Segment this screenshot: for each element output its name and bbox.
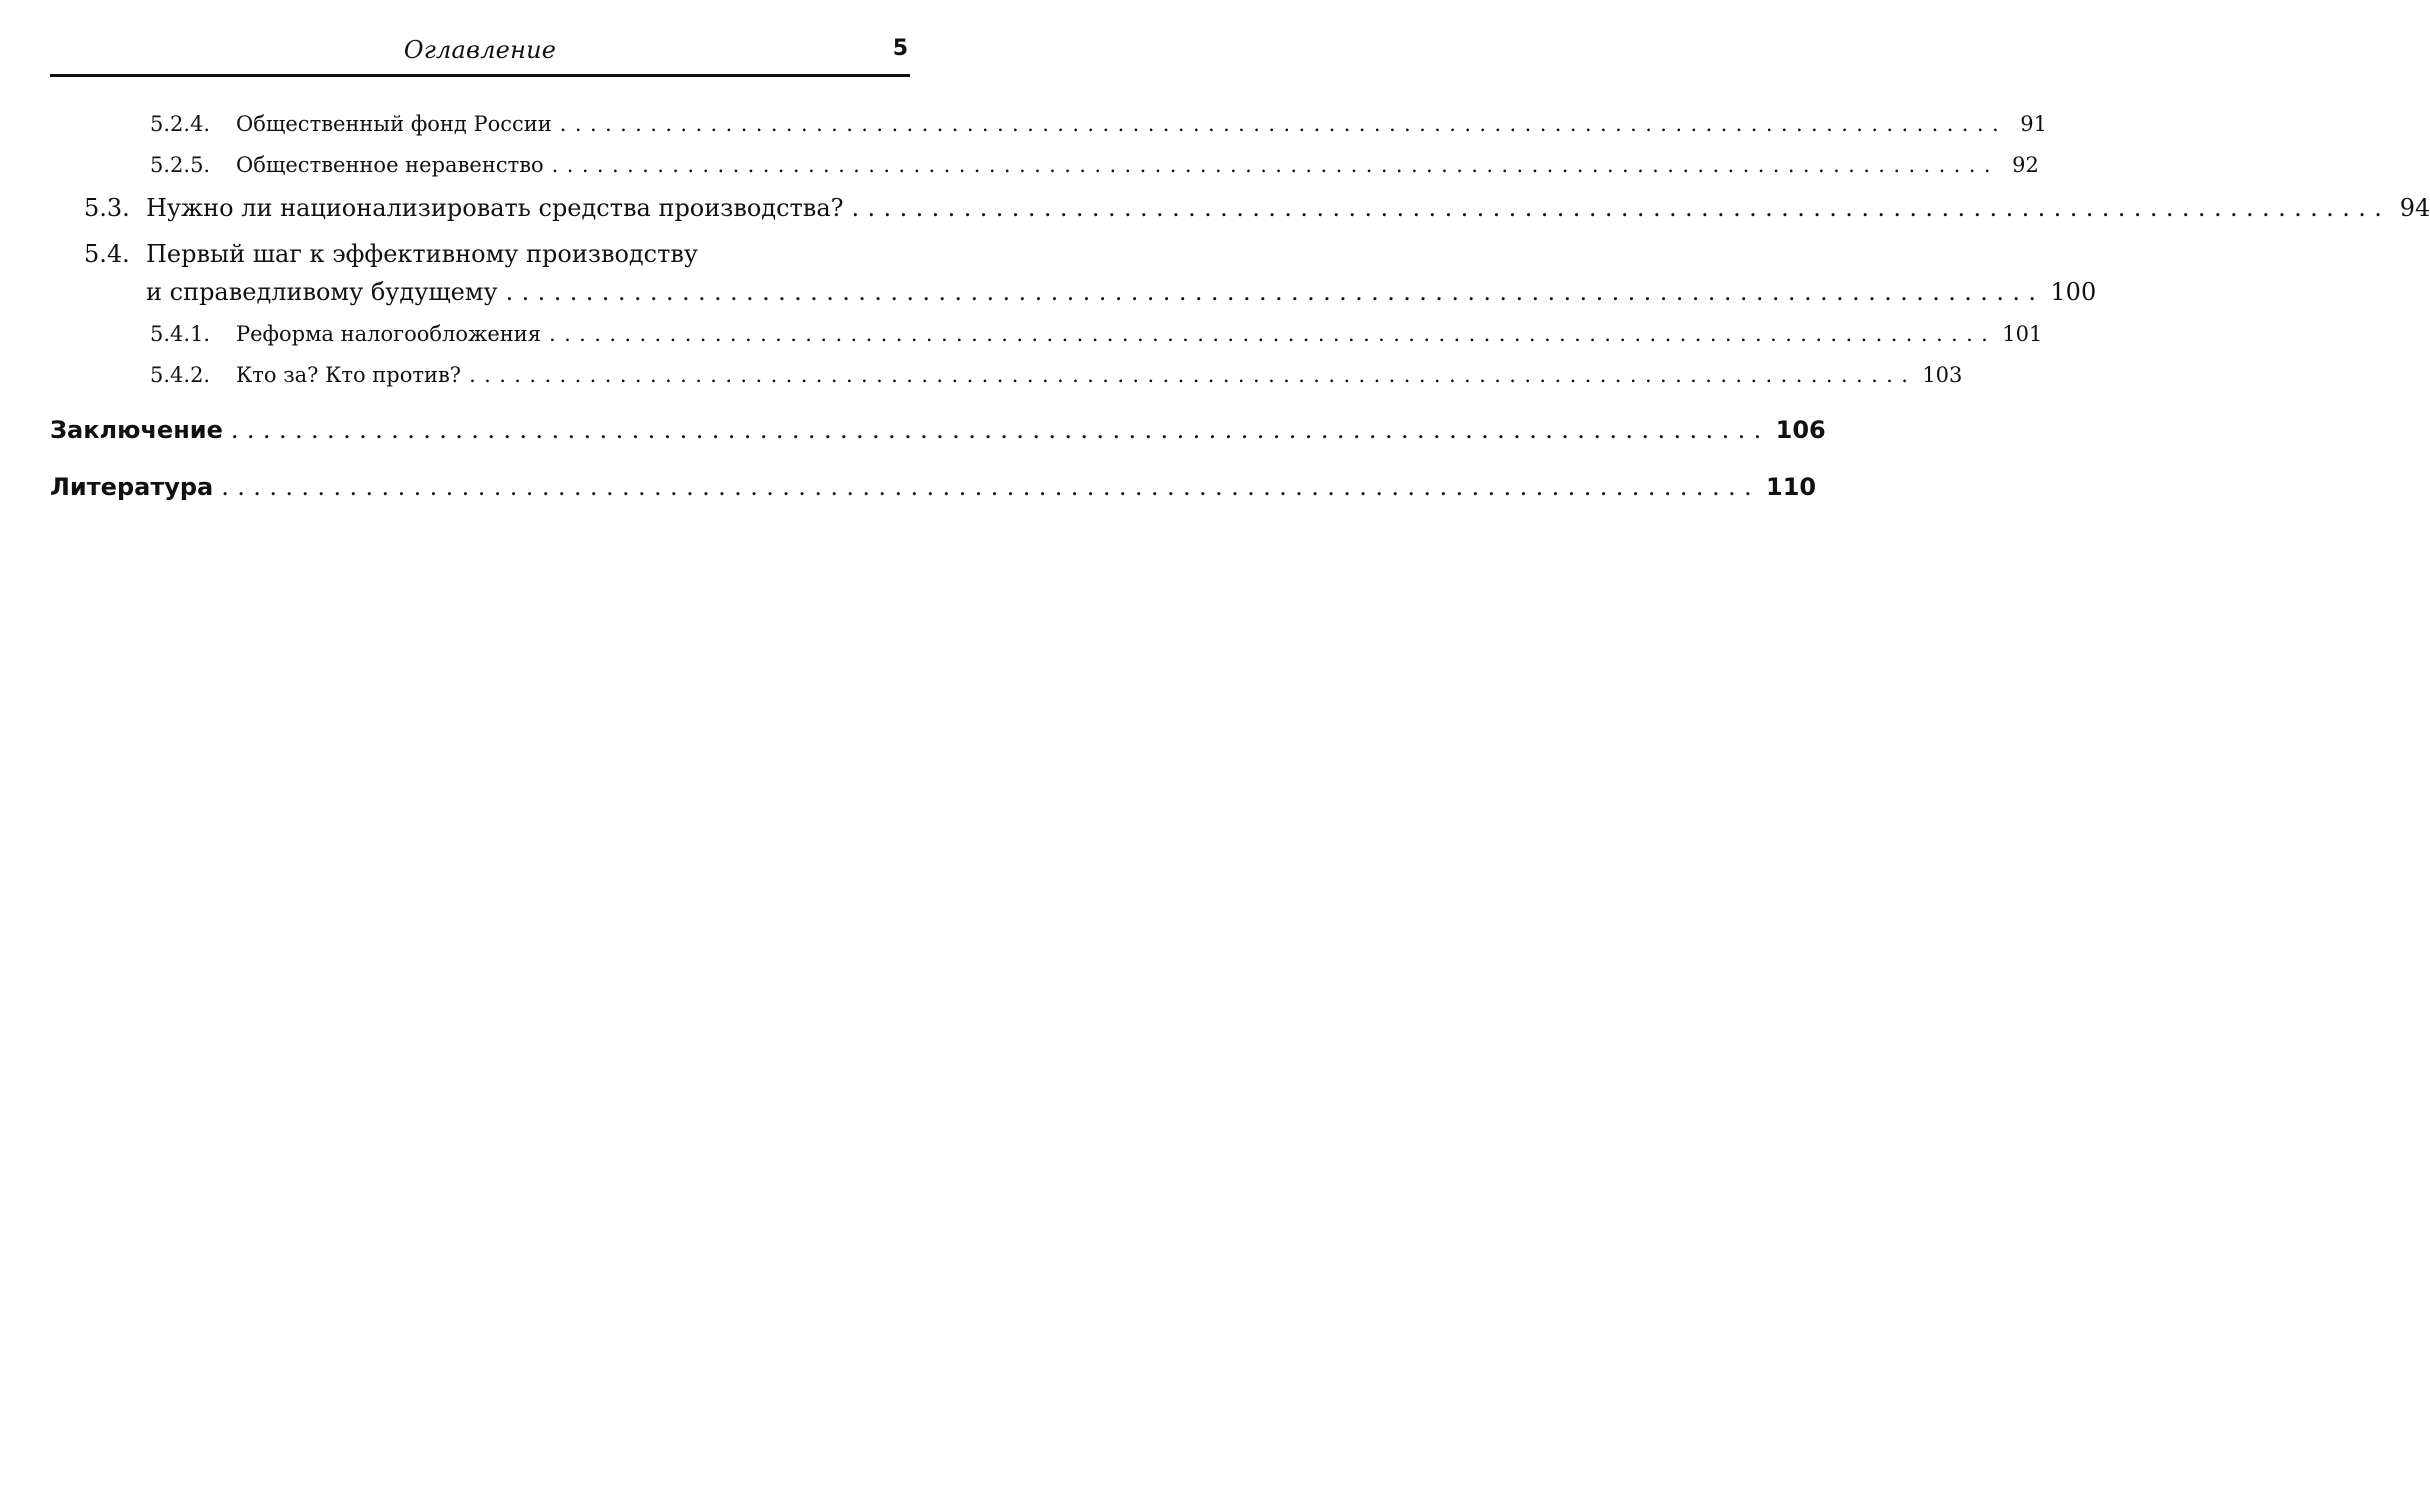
dot-leader: ................................................................................................: [230, 416, 1770, 444]
toc-entry-title: Общественный фонд России: [236, 112, 552, 136]
toc-entry-page: 106: [1775, 416, 1826, 444]
toc-entry: [150, 153, 2039, 177]
dot-leader: ................................................................................................: [559, 112, 2008, 136]
toc-chapter-entry: [50, 416, 1826, 444]
dot-leader: ................................................................................................: [505, 278, 2045, 306]
toc-entry-number: 5.4.2.: [150, 363, 211, 387]
toc-entry-page: 110: [1766, 473, 1817, 501]
toc-entry-first-line: [84, 240, 698, 268]
dot-leader: ................................................................................................: [851, 194, 2391, 222]
toc-entry-title: и справедливому будущему: [146, 278, 498, 306]
toc-entry-page: 103: [1922, 363, 1963, 387]
dot-leader: ................................................................................................: [469, 363, 1917, 387]
toc-entry-page: 100: [2050, 278, 2097, 306]
dot-leader: ................................................................................................: [551, 153, 1999, 177]
toc-entry-page: 101: [2002, 322, 2043, 346]
header-rule: [50, 74, 910, 77]
toc-entry-number: 5.2.5.: [150, 153, 211, 177]
toc-entry-page: 91: [2020, 112, 2048, 136]
toc-entry-title: Нужно ли национализировать средства производства?: [146, 194, 844, 222]
toc-entry: [150, 322, 2043, 346]
toc-chapter-entry: [50, 473, 1817, 501]
toc-entry: [150, 112, 2048, 136]
dot-leader: ................................................................................................: [221, 473, 1761, 501]
toc-entry-number: 5.3.: [84, 194, 130, 222]
toc-entry-title: Заключение: [50, 416, 223, 444]
running-head: [50, 30, 910, 72]
toc-entry-title: Кто за? Кто против?: [236, 363, 462, 387]
dot-leader: ................................................................................................: [549, 322, 1997, 346]
toc-entry-title: Реформа налогообложения: [236, 322, 542, 346]
toc-entry-number: 5.4.: [84, 240, 130, 268]
toc-entry-title: Первый шаг к эффективному производству: [146, 240, 699, 268]
toc-entry-title: Общественное неравенство: [236, 153, 544, 177]
toc-entry: [150, 363, 1963, 387]
toc-entry: [84, 194, 2430, 222]
toc-entry-page: 92: [2012, 153, 2039, 177]
toc-entry-continuation: [146, 278, 2097, 306]
toc-entry-title: Литература: [50, 473, 214, 501]
page-number: 5: [892, 36, 908, 61]
toc-entry-number: 5.4.1.: [150, 322, 211, 346]
toc-entry-number: 5.2.4.: [150, 112, 211, 136]
running-title: Оглавление: [403, 36, 557, 64]
toc-entry-page: 94: [2399, 194, 2430, 222]
